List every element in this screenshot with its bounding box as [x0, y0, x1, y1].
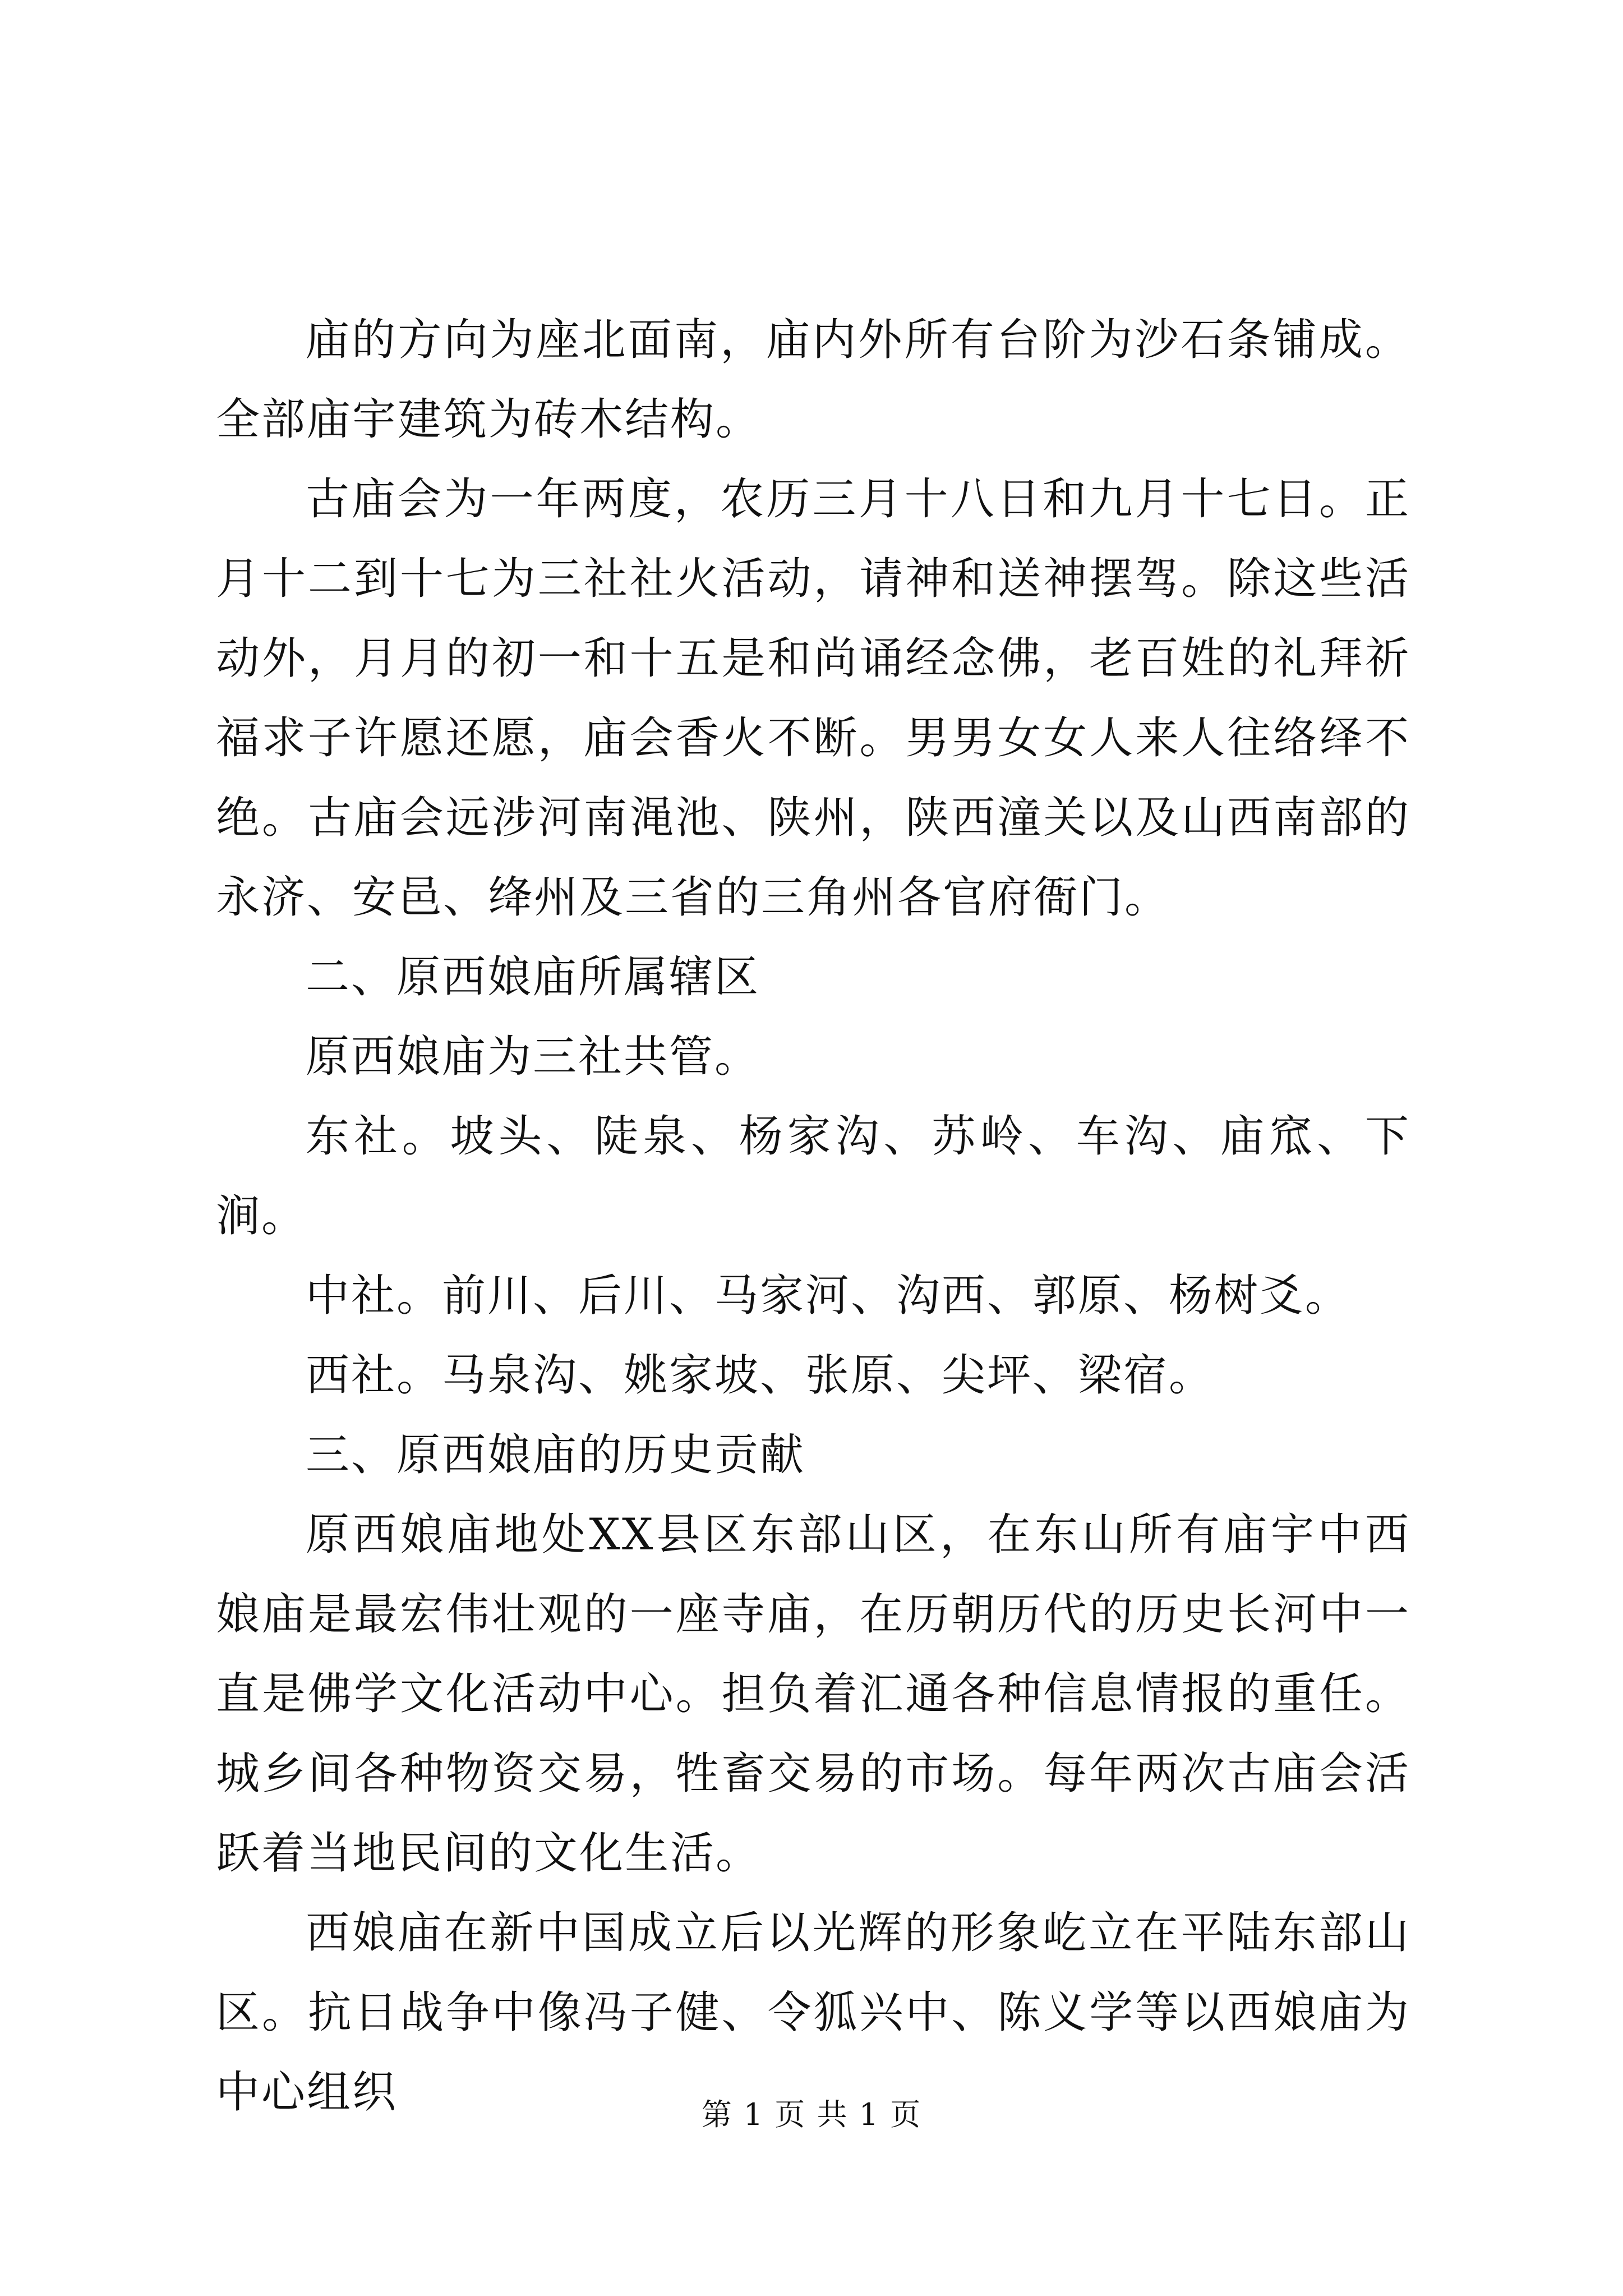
- paragraph-east-community: 东社。坡头、陡泉、杨家沟、苏岭、车沟、庙窊、下涧。: [216, 1111, 1410, 1241]
- section-heading-jurisdiction: 二、原西娘庙所属辖区: [306, 952, 760, 1002]
- document-body: [216, 300, 1410, 2132]
- paragraph-modern-era: 西娘庙在新中国成立后以光辉的形象屹立在平陆东部山区。抗日战争中像冯子健、令狐兴中、陈义学等以西娘庙为中心组织: [216, 1908, 1410, 2118]
- section-heading-history: 三、原西娘庙的历史贡献: [306, 1430, 806, 1480]
- paragraph-historical-role: 原西娘庙地处XX县区东部山区，在东山所有庙宇中西娘庙是最宏伟壮观的一座寺庙，在历朝历代的历史长河中一直是佛学文化活动中心。担负着汇通各种信息情报的重任。城乡间各种物资交易，牲畜交易的市场。每年两次古庙会活跃着当地民间的文化生活。: [216, 1510, 1410, 1879]
- paragraph-middle-community: 中社。前川、后川、马家河、沟西、郭原、杨树爻。: [306, 1271, 1351, 1321]
- paragraph-temple-orientation: 庙的方向为座北面南，庙内外所有台阶为沙石条铺成。全部庙宇建筑为砖木结构。: [216, 315, 1410, 445]
- paragraph-temple-fair: 古庙会为一年两度，农历三月十八日和九月十七日。正月十二到十七为三社社火活动，请神和送神摆驾。除这些活动外，月月的初一和十五是和尚诵经念佛，老百姓的礼拜祈福求子许愿还愿，庙会香火不断。男男女女人来人往络绎不绝。古庙会远涉河南渑池、陕州，陕西潼关以及山西南部的永济、安邑、绛州及三省的三角州各官府衙门。: [216, 474, 1410, 923]
- page-footer: 第 1 页 共 1 页: [701, 2097, 922, 2132]
- paragraph-shared-management: 原西娘庙为三社共管。: [306, 1032, 760, 1082]
- paragraph-west-community: 西社。马泉沟、姚家坡、张原、尖坪、梁宿。: [306, 1350, 1215, 1401]
